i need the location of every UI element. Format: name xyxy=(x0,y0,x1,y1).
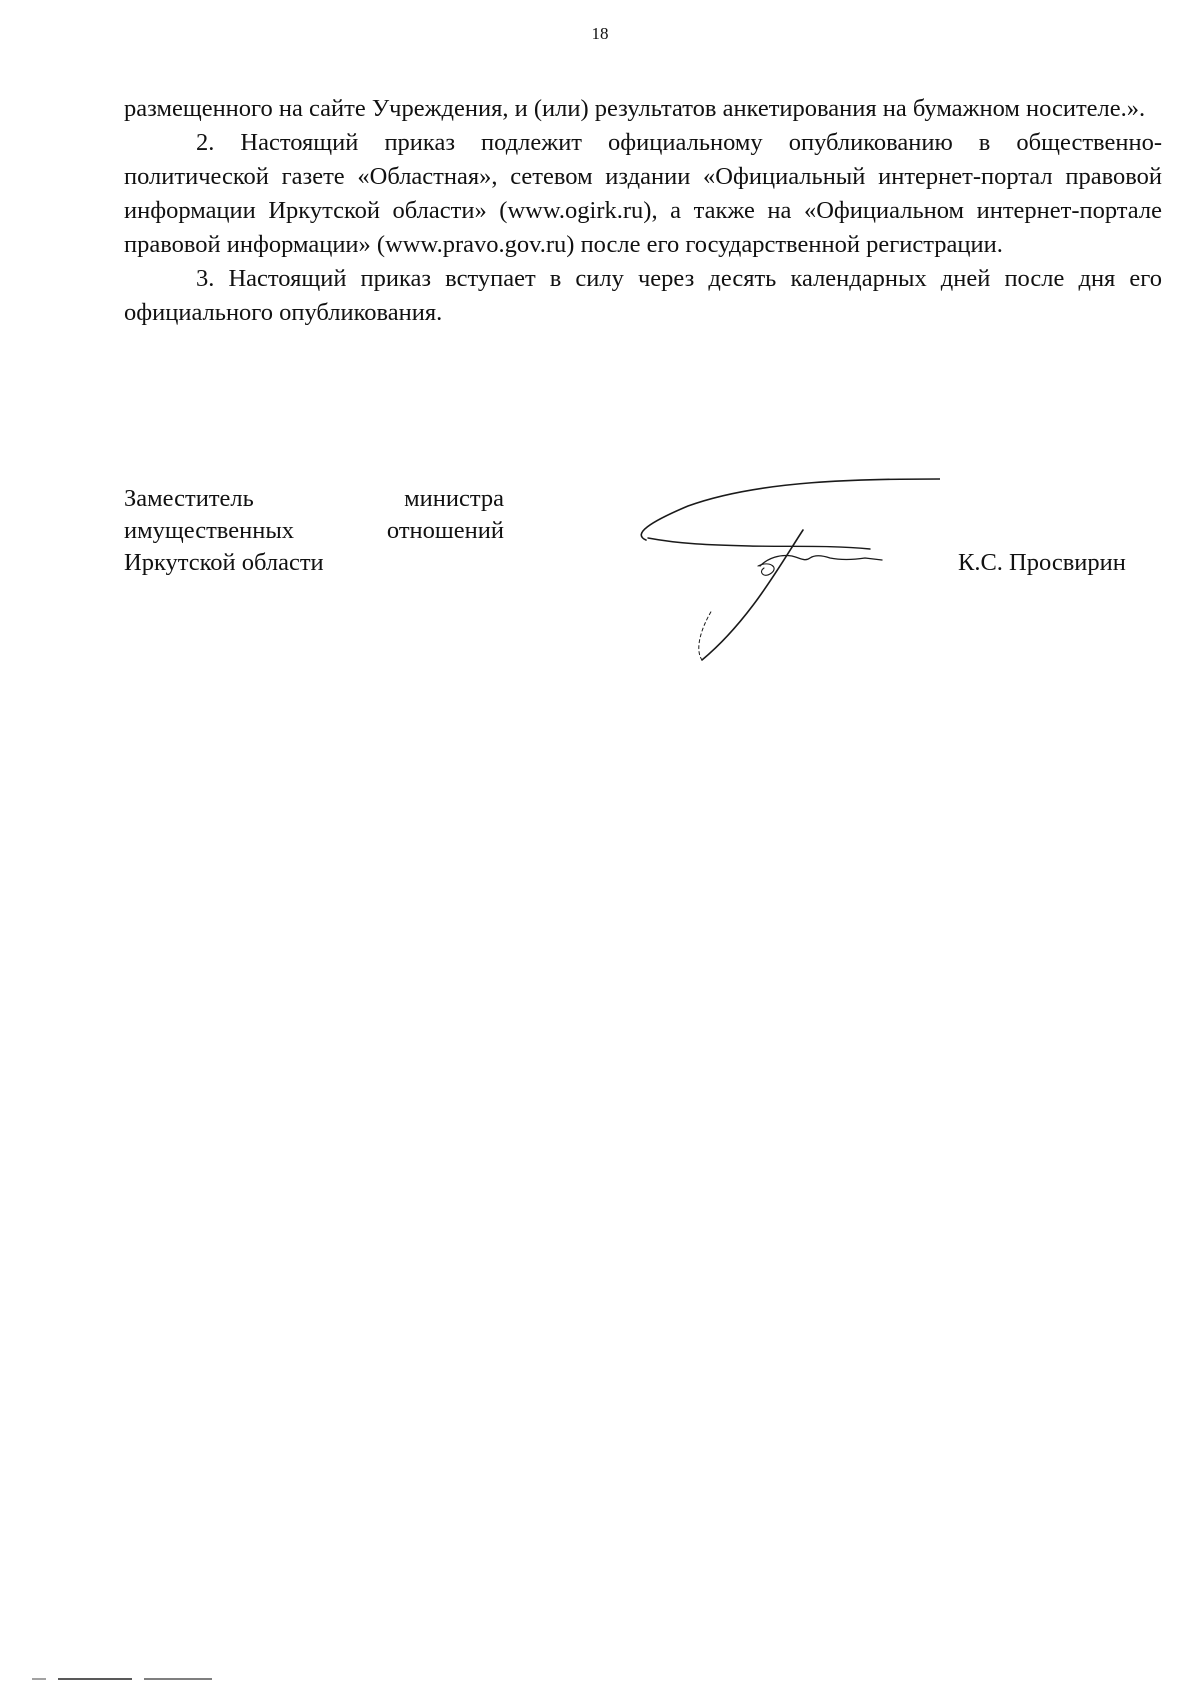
position-line xyxy=(124,515,504,547)
scan-edge-artifact xyxy=(32,1675,212,1683)
paragraph-effective-date: 3. Настоящий приказ вступает в силу через десять календарных дней после дня его официального опубликования. xyxy=(124,265,1162,326)
position-word: отношений xyxy=(386,517,504,544)
paragraph-publication: 2. Настоящий приказ подлежит официальному опубликованию в общественно-политической газете «Областная», сетевом издании «Официальный интернет-портал правовой информации Иркутской области» (www.ogirk.ru), а также на «Официальном интернет-портале правовой информации» (www.pravo.gov.ru) после его государственной регистрации. xyxy=(124,129,1162,258)
handwritten-signature-icon xyxy=(640,470,940,670)
document-body xyxy=(124,92,1162,330)
paragraph-continuation: размещенного на сайте Учреждения, и (или) результатов анкетирования на бумажном носителе.». xyxy=(124,95,1146,122)
signer-name: К.С. Просвирин xyxy=(958,549,1126,576)
position-word: министра xyxy=(404,485,504,512)
signatory-position xyxy=(124,483,504,579)
position-word: имущественных xyxy=(124,517,295,544)
position-word: Заместитель xyxy=(124,485,254,512)
position-line: Иркутской области xyxy=(124,549,324,576)
position-line xyxy=(124,483,504,515)
page-number: 18 xyxy=(591,24,609,43)
